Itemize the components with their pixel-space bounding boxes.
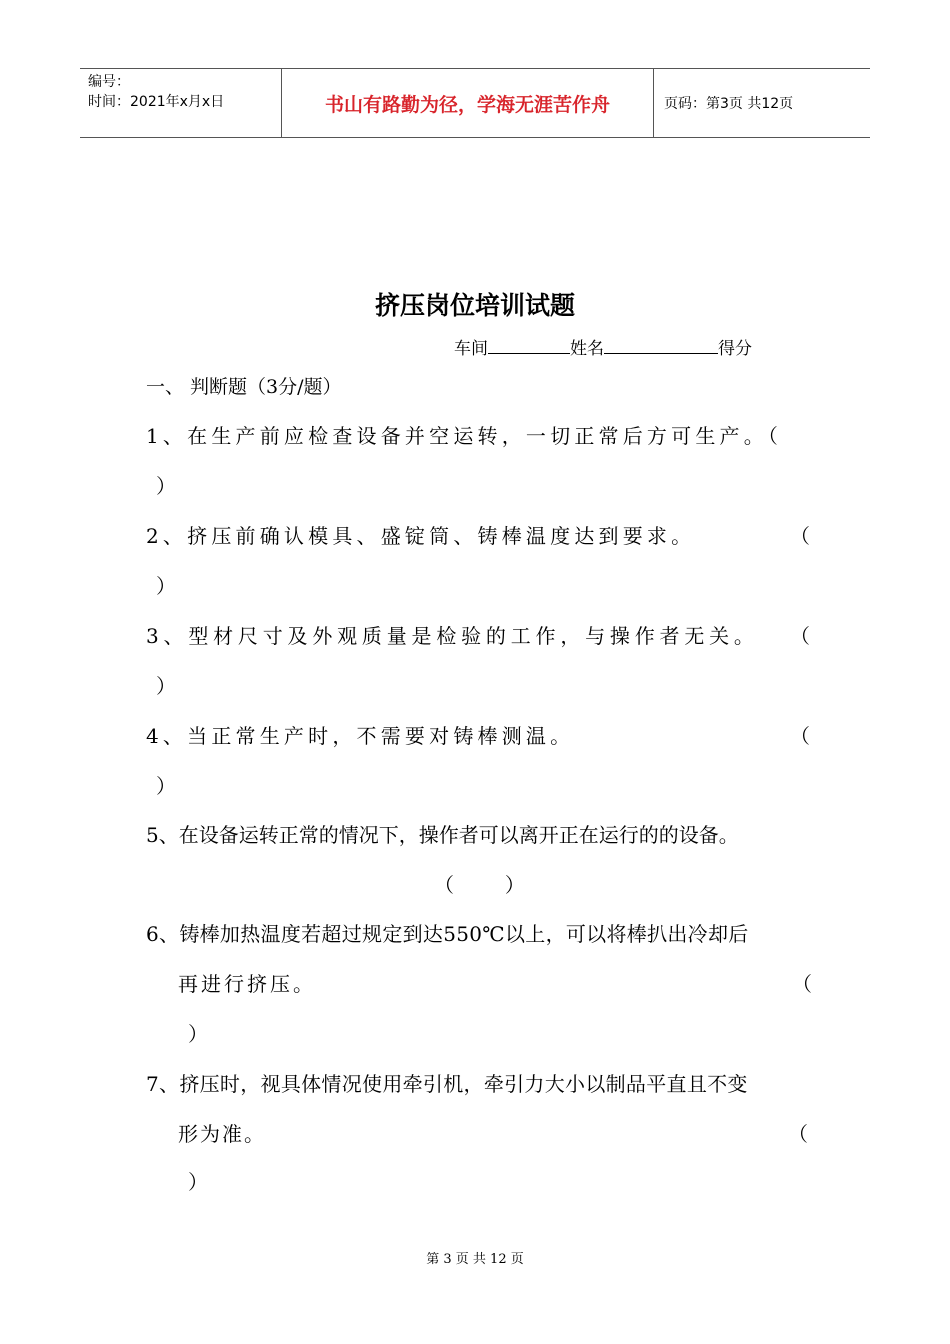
header-page-number: 页码：第3页 共12页 <box>664 96 794 112</box>
question-6-open-paren: （ <box>792 972 812 996</box>
workshop-blank <box>488 335 570 354</box>
question-2-close-paren: ） <box>156 574 176 598</box>
document-date-label: 时间：2021年x月x日 <box>88 94 225 110</box>
section-heading: 一、 判断题（3分/题） <box>146 376 342 398</box>
question-6-text-continued: 再进行挤压。 <box>178 972 316 996</box>
question-4-open-paren: （ <box>790 724 810 748</box>
page-footer: 第 3 页 共 12 页 <box>426 1252 524 1267</box>
name-blank <box>604 335 718 354</box>
question-6-close-paren: ） <box>188 1022 208 1046</box>
question-7-open-paren: （ <box>788 1122 808 1146</box>
question-1-close-paren: ） <box>156 474 176 498</box>
question-7-close-paren: ） <box>188 1170 208 1194</box>
question-4-close-paren: ） <box>156 774 176 798</box>
question-5-text: 5、在设备运转正常的情况下，操作者可以离开正在运行的的设备。 <box>146 823 739 847</box>
header-motto: 书山有路勤为径，学海无涯苦作舟 <box>282 69 654 137</box>
name-label: 姓名 <box>570 339 604 359</box>
question-6-text: 6、铸棒加热温度若超过规定到达550℃以上，可以将棒扒出冷却后 <box>146 922 749 946</box>
question-3-text: 3、型材尺寸及外观质量是检验的工作，与操作者无关。 <box>146 624 759 648</box>
question-2-text: 2、挤压前确认模具、盛锭筒、铸棒温度达到要求。 <box>146 524 696 548</box>
question-7-text: 7、挤压时，视具体情况使用牵引机，牵引力大小以制品平直且不变 <box>146 1072 748 1096</box>
header-meta <box>80 69 282 137</box>
document-header <box>80 68 870 138</box>
question-7-text-continued: 形为准。 <box>178 1122 266 1146</box>
question-4-text: 4、当正常生产时，不需要对铸棒测温。 <box>146 724 575 748</box>
score-label: 得分 <box>718 339 752 359</box>
question-2-open-paren: （ <box>790 524 810 548</box>
document-number-label: 编号： <box>88 74 130 90</box>
question-1-text: 1、在生产前应检查设备并空运转，一切正常后方可生产。（ <box>146 424 783 448</box>
page-title: 挤压岗位培训试题 <box>374 291 575 320</box>
question-3-close-paren: ） <box>156 674 176 698</box>
question-5-answer-parens: （ ） <box>434 873 525 897</box>
workshop-label: 车间 <box>454 339 488 359</box>
exam-info-line <box>454 334 752 359</box>
question-3-open-paren: （ <box>790 624 810 648</box>
